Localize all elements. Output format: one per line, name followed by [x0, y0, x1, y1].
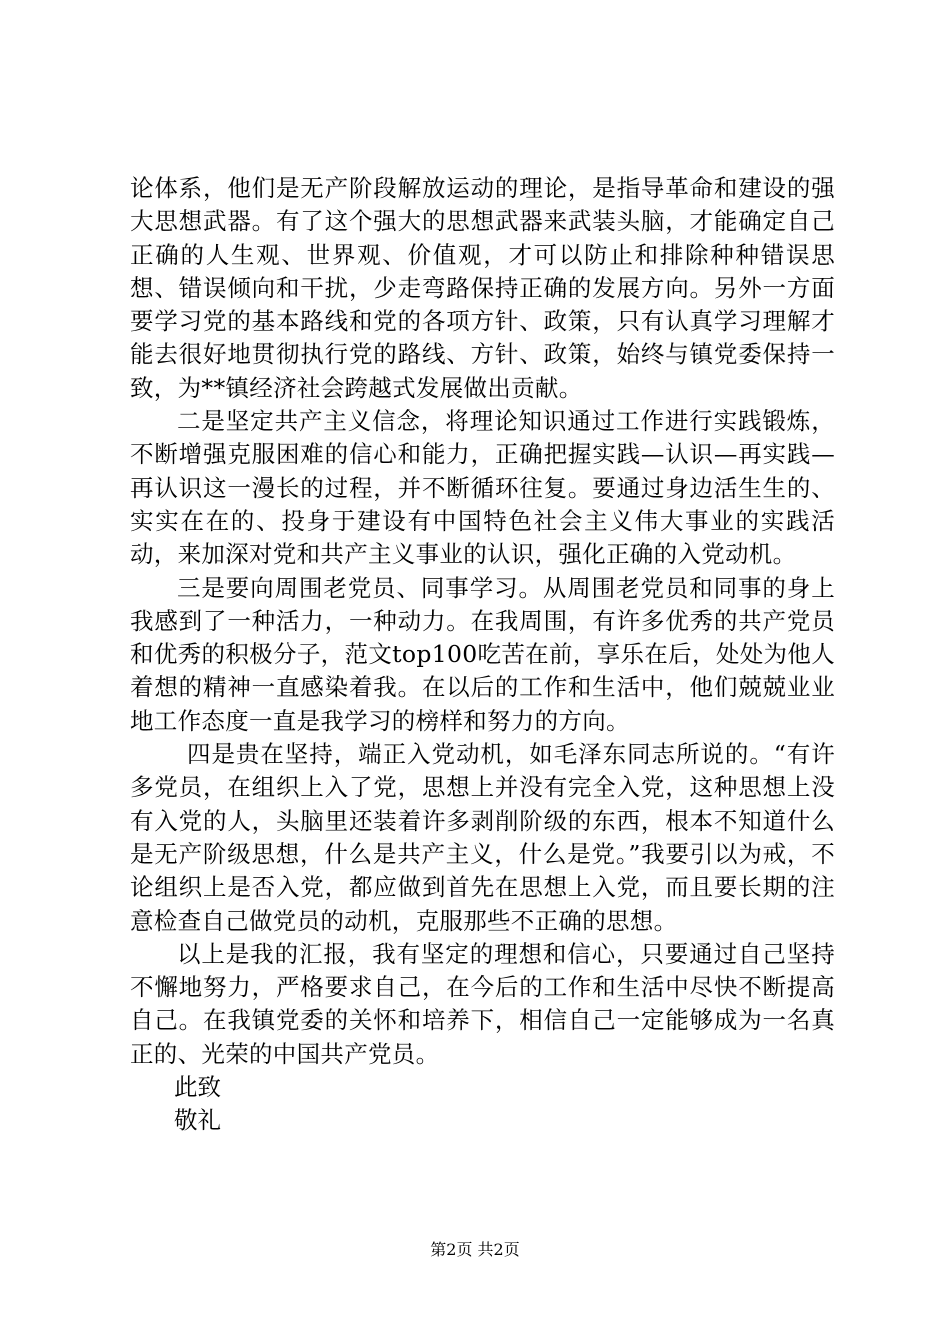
document-body — [130, 172, 835, 1138]
paragraph-point-three: 三是要向周围老党员、同事学习。从周围老党员和同事的身上我感到了一种活力，一种动力。在我周围，有许多优秀的共产党员和优秀的积极分子，范文top100吃苦在前，享乐在后，处处为他人着想的精神一直感染着我。在以后的工作和生活中，他们兢兢业业地工作态度一直是我学习的榜样和努力的方向。 — [130, 573, 835, 735]
page-number-footer: 第2页 共2页 — [430, 1240, 520, 1259]
paragraph-point-two: 二是坚定共产主义信念，将理论知识通过工作进行实践锻炼，不断增强克服困难的信心和能力，正确把握实践—认识—再实践—再认识这一漫长的过程，并不断循环往复。要通过身边活生生的、实实在在的、投身于建设有中国特色社会主义伟大事业的实践活动，来加深对党和共产主义事业的认识，强化正确的入党动机。 — [130, 407, 835, 569]
paragraph-continuation: 论体系，他们是无产阶段解放运动的理论，是指导革命和建设的强大思想武器。有了这个强大的思想武器来武装头脑，才能确定自己正确的人生观、世界观、价值观，才可以防止和排除种种错误思想、错误倾向和干扰，少走弯路保持正确的发展方向。另外一方面要学习党的基本路线和党的各项方针、政策，只有认真学习理解才能去很好地贯彻执行党的路线、方针、政策，始终与镇党委保持一致，为**镇经济社会跨越式发展做出贡献。 — [130, 174, 835, 402]
paragraph-conclusion: 以上是我的汇报，我有坚定的理想和信心，只要通过自己坚持不懈地努力，严格要求自己，在今后的工作和生活中尽快不断提高自己。在我镇党委的关怀和培养下，相信自己一定能够成为一名真正的、光荣的中国共产党员。 — [130, 939, 835, 1068]
paragraph-point-four: 四是贵在坚持，端正入党动机，如毛泽东同志所说的。“有许多党员，在组织上入了党，思想上并没有完全入党，这种思想上没有入党的人，头脑里还装着许多剥削阶级的东西，根本不知道什么是无产阶级思想，什么是共产主义，什么是党。”我要引以为戒，不论组织上是否入党，都应做到首先在思想上入党，而且要长期的注意检查自己做党员的动机，克服那些不正确的思想。 — [130, 740, 835, 935]
closing-salutation: 此致 — [174, 1073, 221, 1102]
closing-regards: 敬礼 — [174, 1106, 221, 1135]
